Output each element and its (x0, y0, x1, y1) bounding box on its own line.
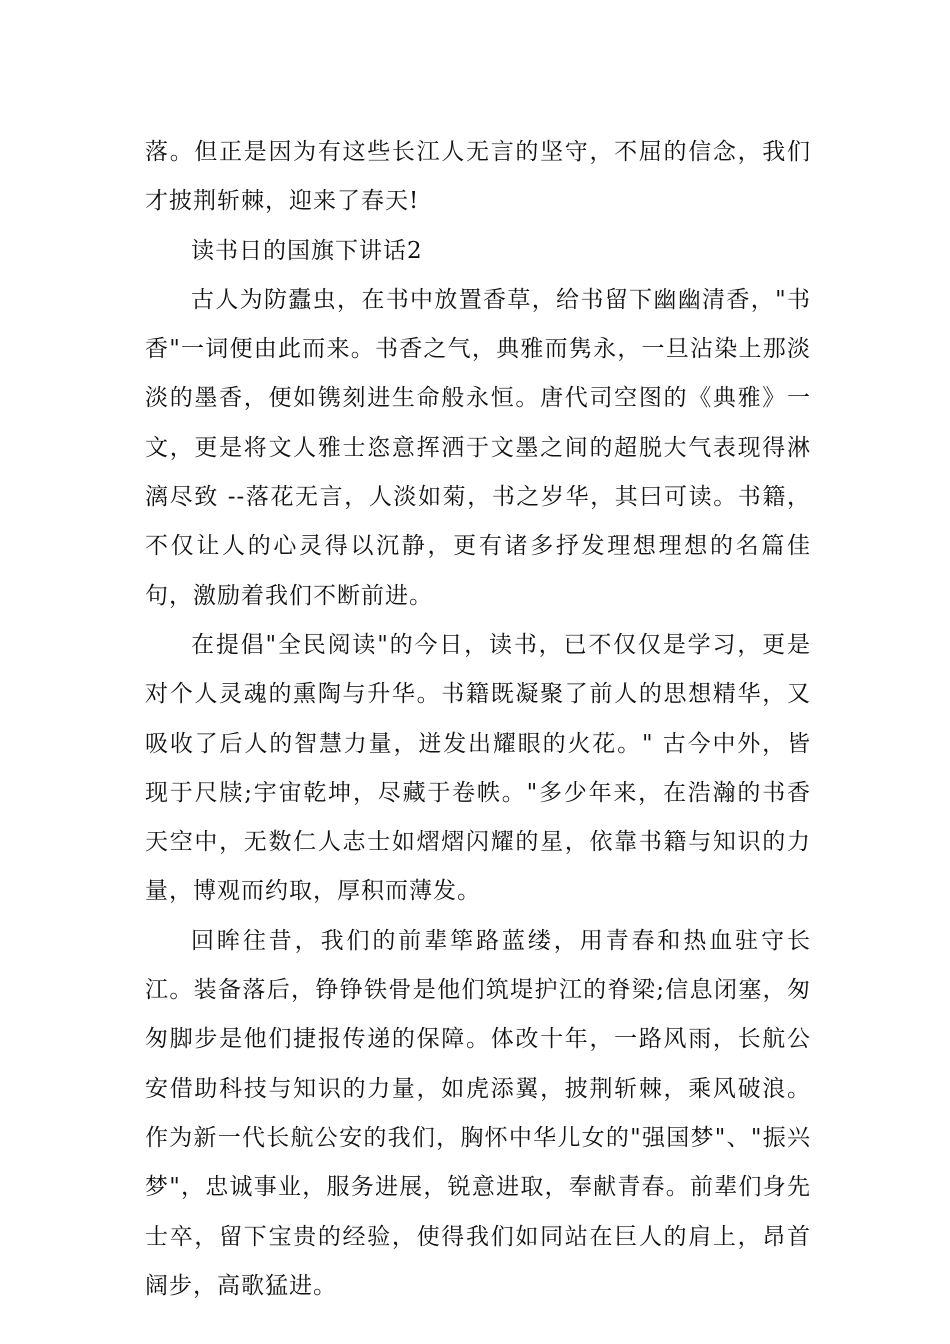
body-paragraph: 古人为防蠹虫，在书中放置香草，给书留下幽幽清香，"书香"一词便由此而来。书香之气，典雅而隽永，一旦沾染上那淡淡的墨香，便如镌刻进生命般永恒。唐代司空图的《典雅》一文，更是将文人雅士恣意挥洒于文墨之间的超脱大气表现得淋漓尽致 --落花无言，人淡如菊，书之岁华，其曰可读。书籍，不仅让人的心灵得以沉静，更有诸多抒发理想理想的名篇佳句，激励着我们不断前进。 (145, 286, 811, 609)
document-body (145, 128, 811, 1311)
continuation-paragraph: 落。但正是因为有这些长江人无言的坚守，不屈的信念，我们才披荆斩棘，迎来了春天! (145, 139, 811, 215)
speech-heading: 读书日的国旗下讲话2 (191, 237, 423, 264)
body-paragraph: 在提倡"全民阅读"的今日，读书，已不仅仅是学习，更是对个人灵魂的熏陶与升华。书籍既凝聚了前人的思想精华，又吸收了后人的智慧力量，迸发出耀眼的火花。" 古今中外，皆现于尺牍;宇宙乾坤，尽藏于卷帙。"多少年来，在浩瀚的书香天空中，无数仁人志士如熠熠闪耀的星，依靠书籍与知识的力量，博观而约取，厚积而薄发。 (145, 631, 811, 905)
body-paragraph: 回眸往昔，我们的前辈筚路蓝缕，用青春和热血驻守长江。装备落后，铮铮铁骨是他们筑堤护江的脊梁;信息闭塞，匆匆脚步是他们捷报传递的保障。体改十年，一路风雨，长航公安借助科技与知识的力量，如虎添翼，披荆斩棘，乘风破浪。作为新一代长航公安的我们，胸怀中华儿女的"强国梦"、"振兴梦"，忠诚事业，服务进展，锐意进取，奉献青春。前辈们身先士卒，留下宝贵的经验，使得我们如同站在巨人的肩上，昂首阔步，高歌猛进。 (145, 927, 811, 1299)
